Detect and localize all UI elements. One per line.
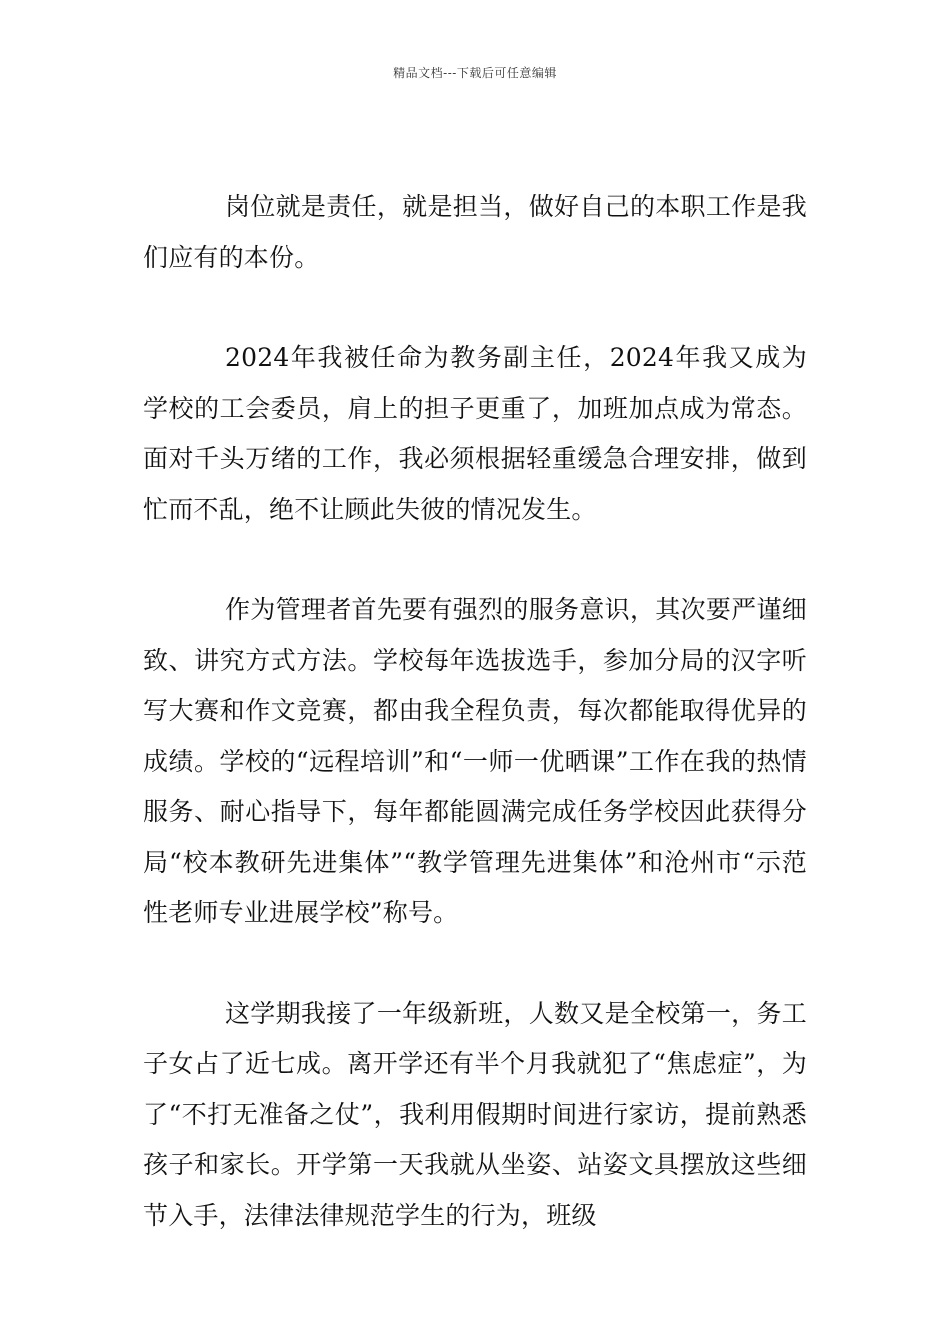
paragraph-service: 作为管理者首先要有强烈的服务意识，其次要严谨细致、讲究方式方法。学校每年选拔选手，参加分局的汉字听写大赛和作文竞赛，都由我全程负责，每次都能取得优异的成绩。学校的“远程培训”和“一师一优晒课”工作在我的热情服务、耐心指导下，每年都能圆满完成任务学校因此获得分局“校本教研先进集体”“教学管理先进集体”和沧州市“示范性老师专业进展学校”称号。 <box>143 595 807 927</box>
document-body <box>143 182 807 1241</box>
paragraph-duty: 岗位就是责任，就是担当，做好自己的本职工作是我们应有的本份。 <box>143 192 807 272</box>
paragraph-appointment: 2024年我被任命为教务副主任，2024年我又成为学校的工会委员，肩上的担子更重了，加班加点成为常态。面对千头万绪的工作，我必须根据轻重缓急合理安排，做到忙而不乱，绝不让顾此失彼的情况发生。 <box>143 343 807 524</box>
page-header: 精品文档---下载后可任意编辑 <box>393 66 557 80</box>
paragraph-new-class: 这学期我接了一年级新班，人数又是全校第一，务工子女占了近七成。离开学还有半个月我就犯了“焦虑症”，为了“不打无准备之仗”，我利用假期时间进行家访，提前熟悉孩子和家长。开学第一天我就从坐姿、站姿文具摆放这些细节入手，法律法律规范学生的行为，班级 <box>143 998 807 1230</box>
